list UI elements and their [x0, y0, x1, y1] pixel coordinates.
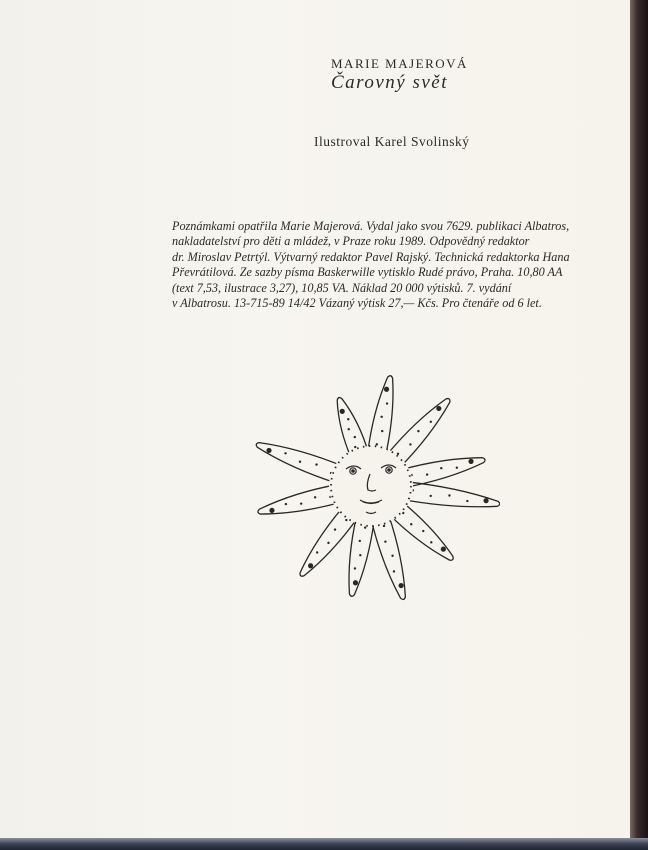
sun-ray-dot — [354, 567, 356, 569]
sun-ray-dot — [353, 580, 358, 585]
sun-ray-dot — [376, 443, 378, 445]
sun-ray-dot — [327, 542, 329, 544]
sun-face-drawing-icon — [240, 362, 500, 612]
sun-ray-dot — [422, 530, 424, 532]
sun-ray-dot — [430, 495, 432, 497]
sun-ray-dot — [364, 526, 366, 528]
sun-ray-dot — [316, 551, 318, 553]
sun-ray-dot — [436, 406, 441, 411]
colophon-text — [172, 219, 617, 311]
sun-ray-dot — [314, 496, 316, 498]
colophon-line: dr. Miroslav Petrtýl. Výtvarný redaktor Pavel Rajský. Technická redaktorka Hana — [172, 249, 570, 264]
sun-ray-dot — [300, 502, 302, 504]
sun-ray — [368, 376, 393, 456]
sun-ray-dot — [340, 409, 345, 414]
colophon-line: Poznámkami opatřila Marie Majerová. Vydal jako svou 7629. publikaci Albatros, — [172, 219, 570, 233]
sun-ray-dot — [345, 519, 347, 521]
sun-ray-dot — [399, 583, 404, 588]
sun-ray-dot — [266, 448, 271, 453]
sun-ray-dot — [380, 416, 382, 418]
colophon-line: Převrátilová. Ze sazby písma Baskerwille vytisklo Rudé právo, Praha. 10,80 AA — [172, 265, 563, 280]
sun-ray-dot — [391, 555, 393, 557]
sun-ray-dot — [448, 494, 450, 496]
sun-ray-dot — [315, 463, 317, 465]
sun-ray-dot — [381, 430, 383, 432]
sun-ray-dot — [354, 436, 356, 438]
sun-ray-dot — [284, 452, 286, 454]
sun-ray-dot — [348, 428, 350, 430]
sun-ray-dot — [430, 541, 432, 543]
sun-ray-dot — [466, 500, 468, 502]
sun-ray-dot — [483, 498, 488, 503]
sun-ray-dot — [383, 525, 385, 527]
sun-ray-dot — [354, 446, 356, 448]
sun-ray-dot — [285, 503, 287, 505]
sun-ray-dot — [397, 453, 399, 455]
sun-ray-dot — [441, 547, 446, 552]
book-edge-bottom — [0, 838, 648, 850]
sun-ray-dot — [359, 554, 361, 556]
book-title: Čarovný svět — [331, 72, 449, 93]
sun-ray-dot — [430, 421, 432, 423]
sun-ray-dot — [299, 461, 301, 463]
colophon-line: nakladatelství pro děti a mládež, v Praze roku 1989. Odpovědný redaktor — [172, 234, 530, 249]
sun-ray-dot — [308, 563, 313, 568]
sun-ray-dot — [410, 523, 412, 525]
colophon-line: v Albatrosu. 13-715-89 14/42 Vázaný výtisk 27,— Kčs. Pro čtenáře od 6 let. — [172, 296, 542, 311]
sun-ray-dot — [456, 467, 458, 469]
sun-ray-dot — [440, 467, 442, 469]
sun-ray-dot — [468, 459, 473, 464]
illustrator-credit: Ilustroval Karel Svolinský — [314, 134, 470, 149]
colophon-line: (text 7,53, ilustrace 3,27), 10,85 VA. Náklad 20 000 výtisků. 7. vydání — [172, 280, 512, 295]
author-name: MARIE MAJEROVÁ — [331, 56, 468, 71]
sun-ray-dot — [384, 387, 389, 392]
sun-ray-dot — [359, 540, 361, 542]
sun-ray — [349, 516, 374, 596]
sun-ray-dot — [393, 570, 395, 572]
sun-ray-dot — [347, 418, 349, 420]
sun-face — [329, 446, 413, 526]
sun-ray-dot — [334, 528, 336, 530]
sun-ray-dot — [269, 508, 274, 513]
book-edge-right — [630, 0, 648, 850]
sun-ray-dot — [384, 540, 386, 542]
sun-ray-dot — [386, 402, 388, 404]
sun-ray-dot — [417, 430, 419, 432]
sun-ray-dot — [409, 443, 411, 445]
sun-ray-dot — [426, 473, 428, 475]
